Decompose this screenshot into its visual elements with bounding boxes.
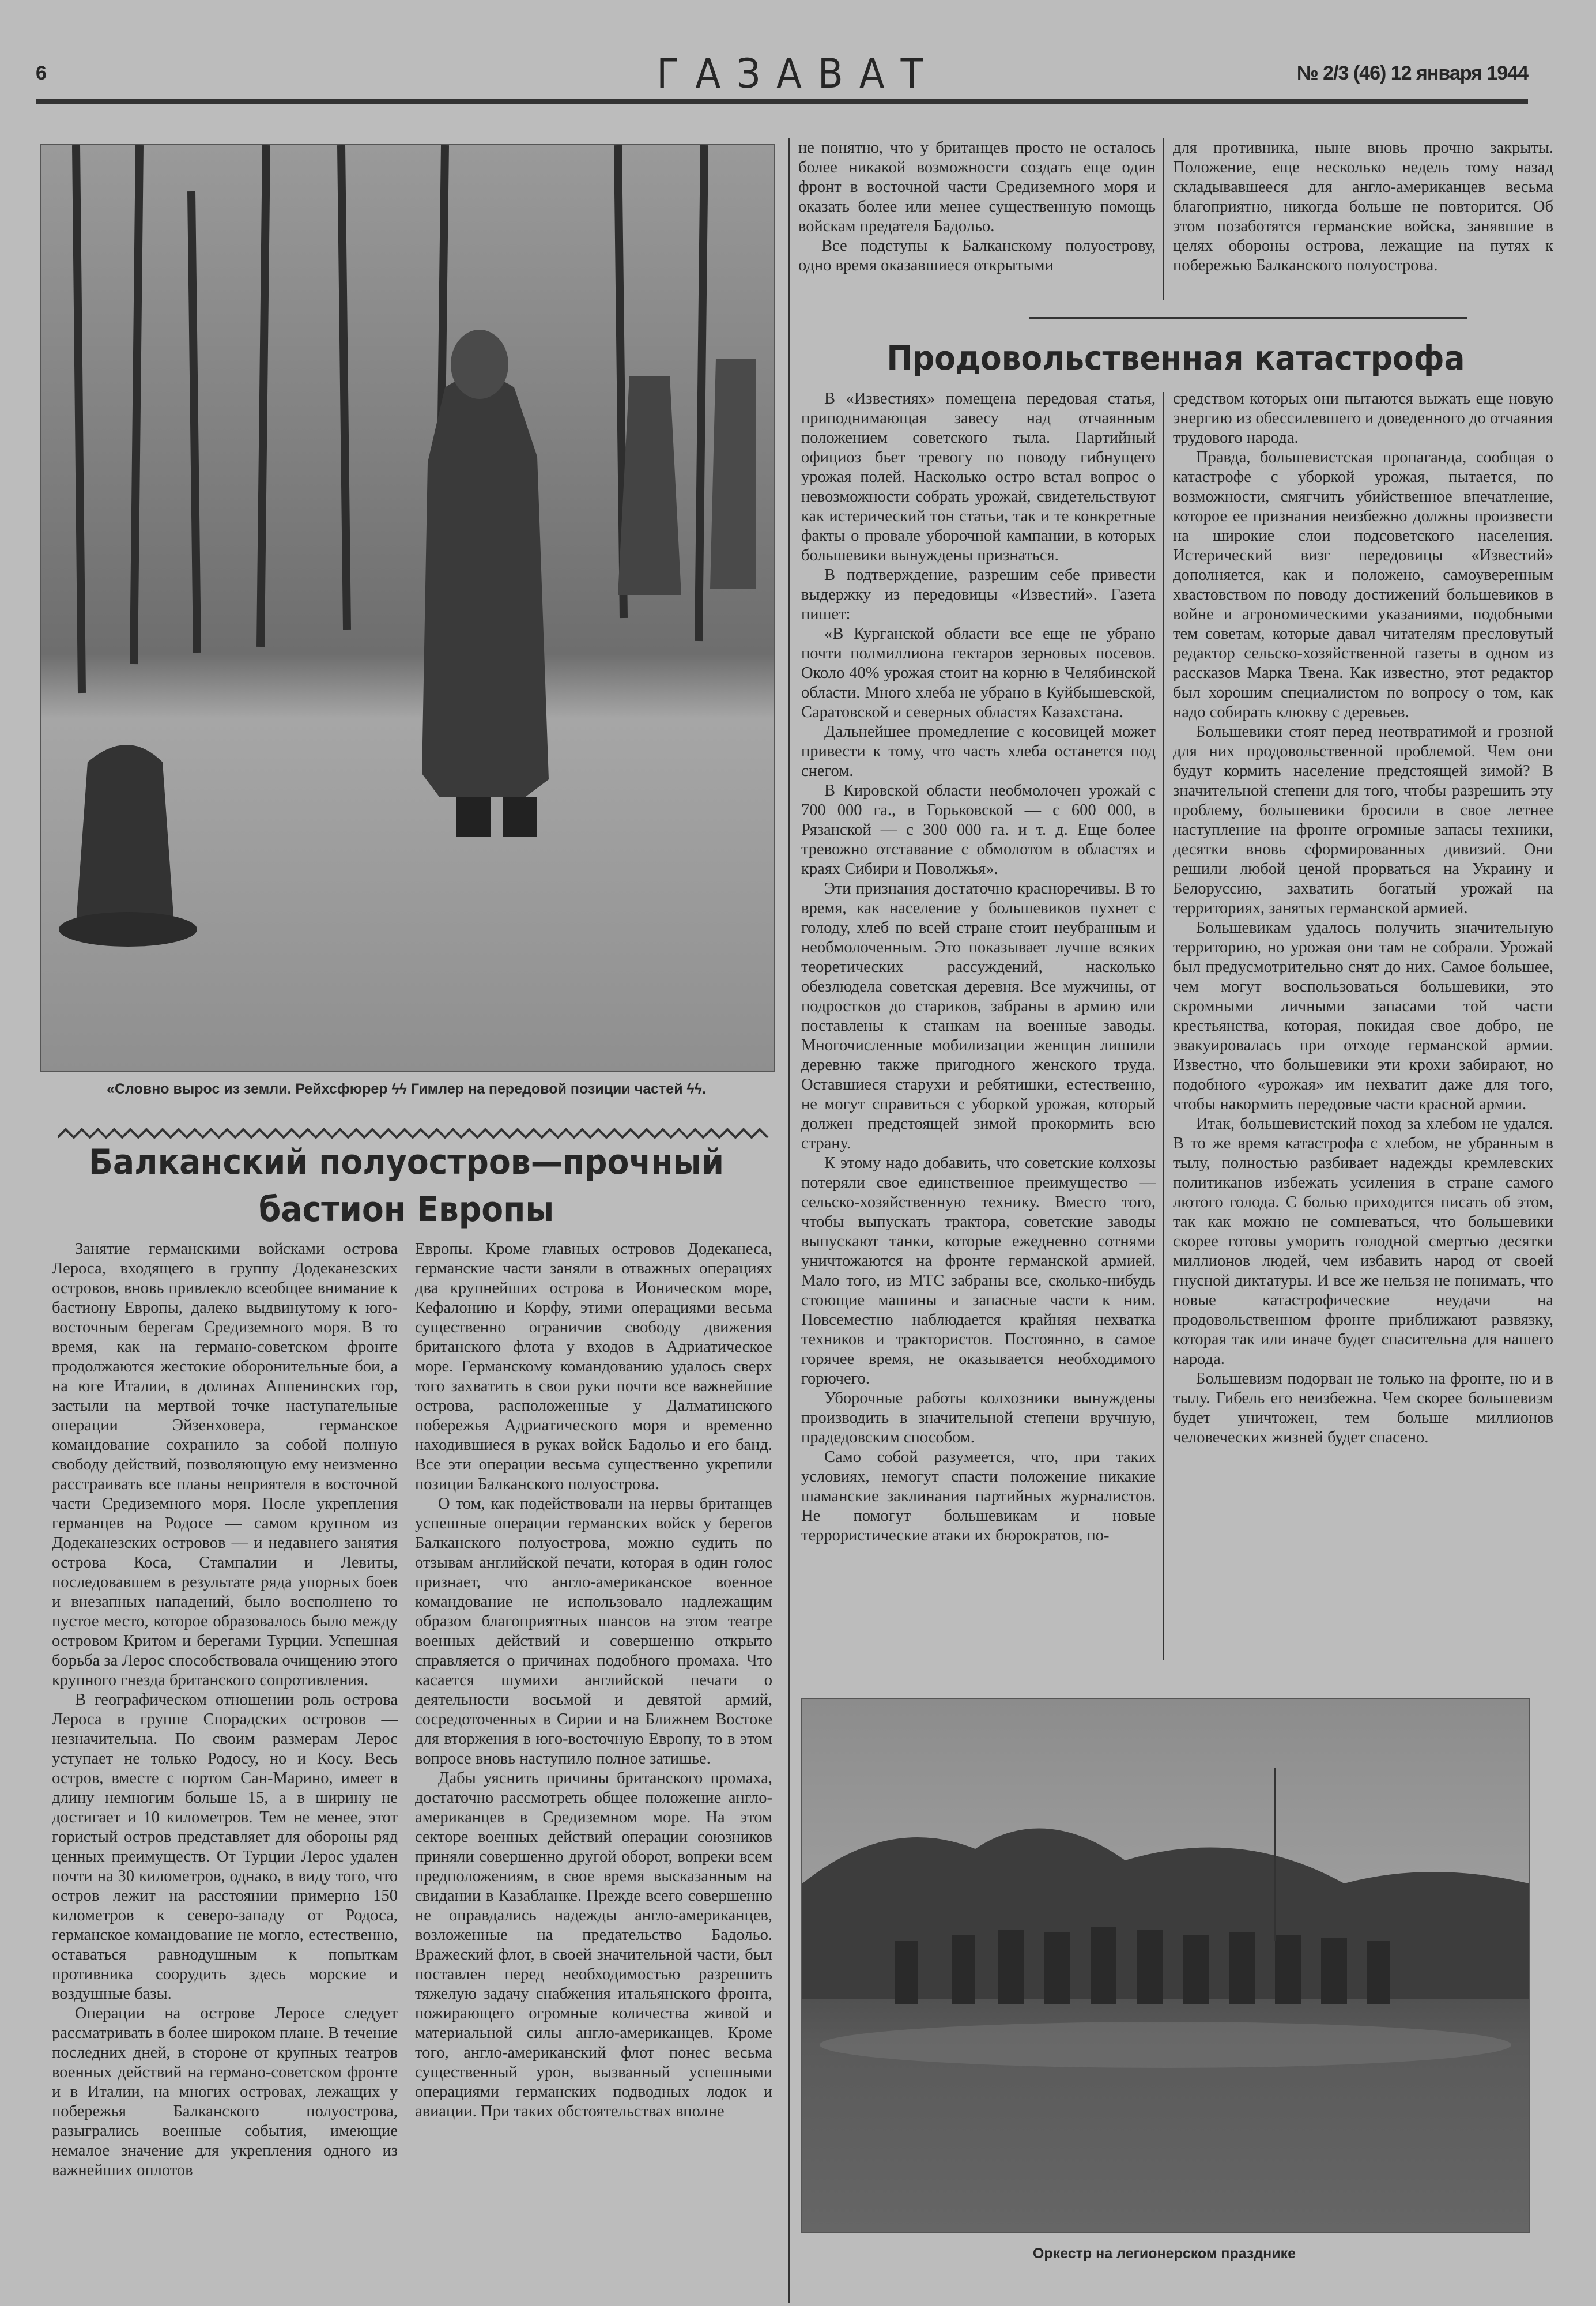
paragraph: В Кировской области необмолочен урожай с 700 000 га., в Горьковской — с 600 000, в Рязанской — с 300 000 га. и т. д. Еще более тревожно отставание с обмолотом в областях и краях Сибири и Поволжья». (801, 782, 1156, 878)
page-number: 6 (36, 62, 47, 84)
paragraph: Итак, большевистский поход за хлебом не удался. В то же время катастрофа с хлебом, не убранным в тылу, полностью разбивает надежды кремлевских политиканов избежать усиления в стране самого лютого голода. С болью приходится писать об этом, так как можно не сомневаться, что большевики скорее готовы уморить голодной смертью десятки миллионов людей, чем избавить народ от своей гнусной диктатуры. И все же нельзя не понимать, что новые катастрофические неудачи на продовольственном фронте приближают развязку, которая так или иначе будет спасительна для нашего народа. (1173, 1115, 1553, 1368)
continuation-column-2 (1173, 138, 1553, 297)
photo-orchestra (801, 1698, 1530, 2233)
paragraph: О том, как подействовали на нервы британцев успешные операции германских войск у берегов Балканского полуострова, можно судить по отзывам английской печати, которая в один голос признает, что англо-американское военное командование не использовало надлежащим образом благоприятных шансов на этом театре военных действий и совершенно открыто справляется о причинах подобного промаха. Что касается шумихи английской печати о деятельности восьмой и девятой армий, сосредоточенных в Сирии и на Ближнем Востоке для вторжения в юго-восточную Европу, то в этом вопросе вновь наступило полное затишье. (415, 1495, 772, 1768)
column-rule (1163, 392, 1164, 1660)
paragraph: Операции на острове Леросе следует рассматривать в более широком плане. В течение последних дней, в стороне от крупных театров военных действий на германо-советском фронте и в Италии, на многих островах, лежащих у побережья Балканского полуострова, разыгрались военные события, имеющие немалое значение для укрепления одного из важнейших оплотов (52, 2004, 398, 2179)
newspaper-masthead: ГАЗАВАТ (656, 51, 940, 98)
header-rule (36, 99, 1528, 104)
paragraph: Европы. Кроме главных островов Додеканеса, германские части заняли в отважных операциях два крупнейших острова в Ионическом море, Кефалонию и Корфу, этими операциями весьма существенно ограничив свободу движения британского флота у входов в Адриатическое море. Германскому командованию удалось сверх того захватить в свои руки почти все важнейшие острова, расположенные у Далматинского побережья Адриатического моря и временно находившиеся в руках войск Бадольо и его банд. Все эти операции весьма существенно укрепили позиции Балканского полуострова. (415, 1240, 772, 1493)
paragraph: Дальнейшее промедление с косовицей может привести к тому, что часть хлеба останется под снегом. (801, 723, 1156, 780)
paragraph: Большевики стоят перед неотвратимой и грозной для них продовольственной проблемой. Чем они будут кормить население предстоящей зимой? В значительной степени для того, чтобы разрешить эту проблему, большевики бросили в свое летнее наступление на фронте огромные запасы техники, десятки вновь сформированных дивизий. Они решили любой ценой прорваться на Украину и Белоруссию, захватить богатый урожай на территориях, занятых германской армией. (1173, 723, 1553, 917)
paragraph: В «Известиях» помещена передовая статья, приподнимающая завесу над отчаянным положением советского тыла. Партийный официоз бьет тревогу по поводу гибнущего урожая полей. Насколько остро встал вопрос о невозможности собрать урожай, свидетельствуют как истерический тон статьи, так и те конкретные факты о провале уборочной кампании, в которых большевики вынуждены признаться. (801, 390, 1156, 564)
paragraph: В географическом отношении роль острова Лероса в группе Спорадских островов — незначительна. По своим размерам Лерос уступает не только Родосу, но и Косу. Весь остров, вместе с портом Сан-Марино, имеет в длину немногим больше 15, а в ширину не достигает и 10 километров. Тем не менее, этот гористый остров представляет для обороны ряд ценных преимуществ. От Турции Лерос удален почти на 30 километров, однако, в виду того, что остров лежит на расстоянии примерно 150 километров к северо-западу от Родоса, германское командование не могло, естественно, оставаться равнодушным к попыткам противника соорудить здесь морские и воздушные базы. (52, 1691, 398, 2003)
photo-forest-scene (41, 145, 774, 1071)
food-column-2 (1173, 389, 1553, 1657)
photo1-caption: «Словно вырос из земли. Рейхсфюрер ϟϟ Гимлер на передовой позиции частей ϟϟ. (107, 1081, 706, 1097)
paragraph: Правда, большевистская пропаганда, сообщая о катастрофе с уборкой урожая, пытается, по возможности, смягчить убийственное впечатление, которое ее признания неизбежно должны произвести на широкие слои подсоветского населения. Истерический визг передовицы «Известий» дополняется, как и положено, самоуверенным хвастовством по поводу достижений большевиков в войне и агрономическими указаниями, подобными тем советам, которые давал читателям пресловутый редактор сельско-хозяйственной газеты в одном из рассказов Марка Твена. Как известно, этот редактор был хорошим специалистом по вопросу о том, как надо собирать клюкву с деревьев. (1173, 449, 1553, 721)
paragraph: Большевикам удалось получить значительную территорию, но урожая они там не собрали. Урожай был предусмотрительно снят до них. Самое большее, чем могут воспользоваться большевики, это скромными личными запасами той части крестьянства, которая, покидая свое добро, не эвакуировалась при отходе германской армии. Известно, что большевики эти крохи забирают, но подобного «урожая» им нехватит даже для того, чтобы накормить передовые части красной армии. (1173, 919, 1553, 1113)
paragraph: не понятно, что у британцев просто не осталось более никакой возможности создать еще один фронт в восточной части Средиземного моря и оказать более или менее существенную помощь войскам предателя Бадольо. (798, 139, 1156, 235)
photo2-caption: Оркестр на легионерском празднике (1032, 2245, 1296, 2262)
photo-himmler (40, 144, 775, 1072)
balkan-column-1 (52, 1239, 398, 2303)
paragraph: Все подступы к Балканскому полуострову, одно время оказавшиеся открытыми (798, 237, 1156, 274)
paragraph: Дабы уяснить причины британского промаха, достаточно рассмотреть общее положение англо-американцев в Средиземном море. На этом секторе военных действий операции союзников приняли совершенно другой оборот, вопреки всем предположениям, в свое время высказанным на свидании в Казабланке. Прежде всего совершенно не оправдались надежды англо-американцев, возложенные на предательство Бадольо. Вражеский флот, в своей значительной части, был поставлен перед необходимостью разрешить тяжелую задачу снабжения итальянского фронта, пожирающего огромные количества живой и материальной силы англо-американцев. Кроме того, англо-американский флот понес весьма существенный урон, вызванный успешными операциями германских подводных лодок и авиации. При таких обстоятельствах вполне (415, 1769, 772, 2120)
balkan-headline (70, 1139, 743, 1233)
paragraph: средством которых они пытаются выжать еще новую энергию из обессилевшего и доведенного до отчаяния трудового народа. (1173, 390, 1553, 447)
paragraph: Эти признания достаточно красноречивы. В то время, как население у большевиков пухнет с голоду, хлеб по всей стране стоит неубранным и необмолоченным. Это показывает лучше всяких теоретических рассуждений, насколько обезлюдела советская деревня. Все мужчины, от подростков до стариков, забраны в армию или поставлены к станкам на военные заводы. Многочисленные мобилизации женщин лишили деревню также пригодного женского труда. Оставшиеся старухи и ребятишки, естественно, не могут справиться с уборкой урожая, который должен предстоящей зимой прокормить всю страну. (801, 880, 1156, 1152)
paragraph: Уборочные работы колхозники вынуждены производить в значительной степени вручную, прадедовским способом. (801, 1389, 1156, 1446)
balkan-headline-line1: Балканский полуостров—прочный (88, 1142, 725, 1182)
column-rule (788, 138, 790, 2303)
continuation-column-1 (798, 138, 1156, 297)
paragraph: для противника, ныне вновь прочно закрыты. Положение, еще несколько недель тому назад складывавшееся для англо-американцев весьма благоприятно, никогда больше не повторится. Об этом позаботятся германские войска, занявшие в целях обороны острова, лежащие на путях к побережью Балканского полуострова. (1173, 139, 1553, 274)
section-divider (1029, 317, 1467, 319)
balkan-headline-line2: бастион Европы (258, 1189, 554, 1230)
paragraph: В подтверждение, разрешим себе привести выдержку из передовицы «Известий». Газета пишет: (801, 566, 1156, 623)
food-column-1 (801, 389, 1156, 1657)
paragraph: Большевизм подорван не только на фронте, но и в тылу. Гибель его неизбежна. Чем скорее большевизм будет уничтожен, тем больше миллионов человеческих жизней будет спасено. (1173, 1370, 1553, 1446)
paragraph: «В Курганской области все еще не убрано почти полмиллиона гектаров зерновых посевов. Около 40% урожая стоит на корню в Челябинской области. Много хлеба не убрано в Куйбышевской, Саратовской и северных областях Казахстана. (801, 625, 1156, 721)
food-headline: Продовольственная катастрофа (886, 338, 1465, 378)
paragraph: Занятие германскими войсками острова Лероса, входящего в группу Додеканезских островов, вновь привлекло всеобщее внимание к бастиону Европы, далеко выдвинутому к юго-восточным берегам Средиземного моря. В то время, как на германо-советском фронте продолжаются жестокие оборонительные бои, а на юге Италии, в долинах Аппенинских гор, застыли на мертвой точке наступательные операции Эйзенховера, германское командование сохранило за собой полную свободу действий, позволяющую ему неизменно расстраивать все планы неприятеля в восточной части Средиземного моря. После укрепления германцев на Родосе — самом крупном из Додеканезских островов — и недавнего занятия острова Коса, Стампалии и Левиты, последовавшем в результате ряда упорных боев и внезапных нападений, было восполнено то пустое место, которое образовалось было между островом Критом и берегами Турции. Успешная борьба за Лерос способствовала очищению этого крупного гнезда британского сопротивления. (52, 1240, 398, 1689)
paragraph: К этому надо добавить, что советские колхозы потеряли свое единственное преимущество — сельско-хозяйственную технику. Вместо того, чтобы выпускать трактора, советские заводы выпускают танки, которые ежедневно сотнями уничтожаются на фронте германской армией. Мало того, из МТС забраны все, сколько-нибудь стоющие машины и запасные части к ним. Повсеместно наблюдается крайняя нехватка техников и трактористов. Постоянно, в самое горячее время, не оказывается необходимого горючего. (801, 1154, 1156, 1388)
photo-orchestra-scene (802, 1699, 1529, 2232)
balkan-column-2 (415, 1239, 772, 2303)
zigzag-divider (58, 1127, 775, 1140)
column-rule (1163, 138, 1164, 300)
paragraph: Само собой разумеется, что, при таких условиях, немогут спасти положение никакие шаманские заклинания партийных журналистов. Не помогут большевикам и новые террористические атаки их бюрократов, по- (801, 1448, 1156, 1544)
issue-date: № 2/3 (46) 12 января 1944 (1296, 62, 1528, 84)
